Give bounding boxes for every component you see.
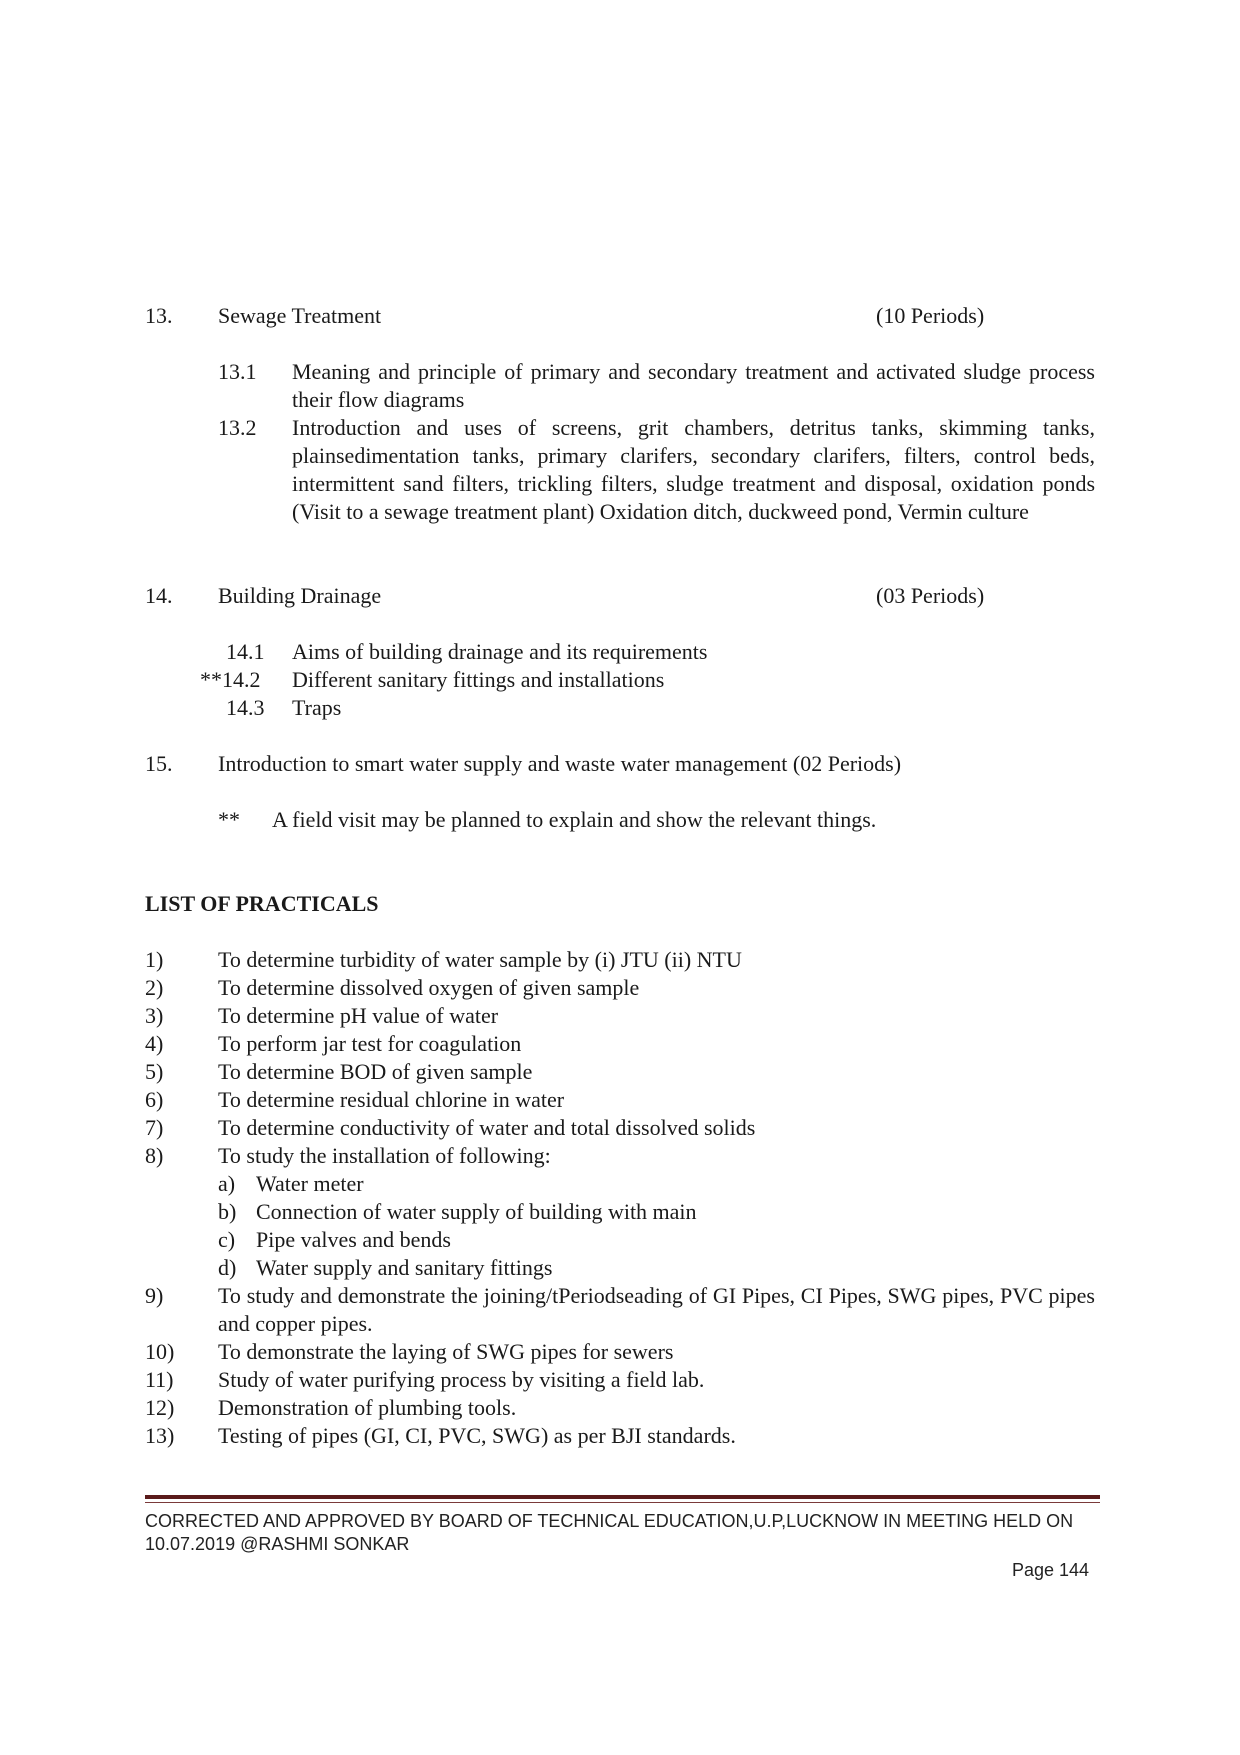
practical-10-number: 10) [145, 1339, 175, 1364]
item-13-1-text: Meaning and principle of primary and secondary treatment and activated sludge process their flow diagrams [292, 359, 1095, 412]
item-14-1-text: Aims of building drainage and its requirements [292, 639, 708, 664]
practical-6-text: To determine residual chlorine in water [218, 1087, 565, 1112]
practical-8a-text: Water meter [256, 1171, 364, 1196]
practical-8b-number: b) [218, 1199, 237, 1224]
item-14-3-text: Traps [292, 695, 342, 720]
practical-11-number: 11) [145, 1367, 174, 1392]
section-13-title: Sewage Treatment [218, 303, 382, 328]
practical-8-number: 8) [145, 1143, 164, 1168]
section-15-title: Introduction to smart water supply and waste water management (02 Periods) [218, 751, 902, 776]
practical-1-text: To determine turbidity of water sample by (i) JTU (ii) NTU [218, 947, 742, 972]
practical-7-text: To determine conductivity of water and total dissolved solids [218, 1115, 756, 1140]
practical-9-text: To study and demonstrate the joining/tPeriodseading of GI Pipes, CI Pipes, SWG pipes, PVC pipes and copper pipes. [218, 1283, 1095, 1336]
footer-rule-thin [145, 1502, 1100, 1503]
page-number: Page 144 [1012, 1560, 1090, 1580]
item-14-3-number: 14.3 [226, 695, 265, 720]
practical-4-number: 4) [145, 1031, 164, 1056]
practical-2-number: 2) [145, 975, 164, 1000]
item-14-2-number: **14.2 [200, 667, 261, 692]
item-14-2-text: Different sanitary fittings and installations [292, 667, 665, 692]
practical-13-number: 13) [145, 1423, 175, 1448]
practicals-heading: LIST OF PRACTICALS [145, 891, 379, 916]
practical-8a-number: a) [218, 1171, 236, 1196]
note-text: A field visit may be planned to explain and show the relevant things. [272, 807, 877, 832]
practical-4-text: To perform jar test for coagulation [218, 1031, 522, 1056]
footer-approval-line: CORRECTED AND APPROVED BY BOARD OF TECHNICAL EDUCATION,U.P,LUCKNOW IN MEETING HELD ON [145, 1511, 1074, 1531]
practical-8c-number: c) [218, 1227, 236, 1252]
practical-8c-text: Pipe valves and bends [256, 1227, 451, 1252]
practical-12-number: 12) [145, 1395, 175, 1420]
footer-date-author: 10.07.2019 @RASHMI SONKAR [145, 1534, 410, 1554]
practical-5-text: To determine BOD of given sample [218, 1059, 533, 1084]
practical-8-text: To study the installation of following: [218, 1143, 551, 1168]
practical-7-number: 7) [145, 1115, 164, 1140]
item-13-2-text: Introduction and uses of screens, grit chambers, detritus tanks, skimming tanks, plainsedimentation tanks, primary clarifers, secondary clarifers, filters, control beds, intermittent sand filters, trickling filters, sludge treatment and disposal, oxidation ponds (Visit to a sewage treatment plant) Oxidation ditch, duckweed pond, Vermin culture [292, 415, 1095, 524]
practical-1-number: 1) [145, 947, 164, 972]
section-13-number: 13. [145, 303, 173, 328]
practical-8d-text: Water supply and sanitary fittings [256, 1255, 553, 1280]
practical-2-text: To determine dissolved oxygen of given sample [218, 975, 640, 1000]
footer-rule-thick [145, 1495, 1100, 1499]
practical-6-number: 6) [145, 1087, 164, 1112]
practical-3-text: To determine pH value of water [218, 1003, 499, 1028]
practical-8b-text: Connection of water supply of building with main [256, 1199, 697, 1224]
practical-3-number: 3) [145, 1003, 164, 1028]
item-13-1-number: 13.1 [218, 359, 257, 384]
practical-11-text: Study of water purifying process by visiting a field lab. [218, 1367, 705, 1392]
item-14-1-number: 14.1 [226, 639, 265, 664]
practical-8d-number: d) [218, 1255, 237, 1280]
practical-13-text: Testing of pipes (GI, CI, PVC, SWG) as per BJI standards. [218, 1423, 736, 1448]
practical-10-text: To demonstrate the laying of SWG pipes for sewers [218, 1339, 674, 1364]
practical-5-number: 5) [145, 1059, 164, 1084]
note-mark: ** [218, 807, 240, 832]
section-13-periods: (10 Periods) [876, 303, 985, 328]
section-14-number: 14. [145, 583, 173, 608]
practical-9-number: 9) [145, 1283, 164, 1308]
section-14-title: Building Drainage [218, 583, 382, 608]
section-15-number: 15. [145, 751, 173, 776]
practical-12-text: Demonstration of plumbing tools. [218, 1395, 517, 1420]
section-14-periods: (03 Periods) [876, 583, 985, 608]
item-13-2-number: 13.2 [218, 415, 257, 440]
